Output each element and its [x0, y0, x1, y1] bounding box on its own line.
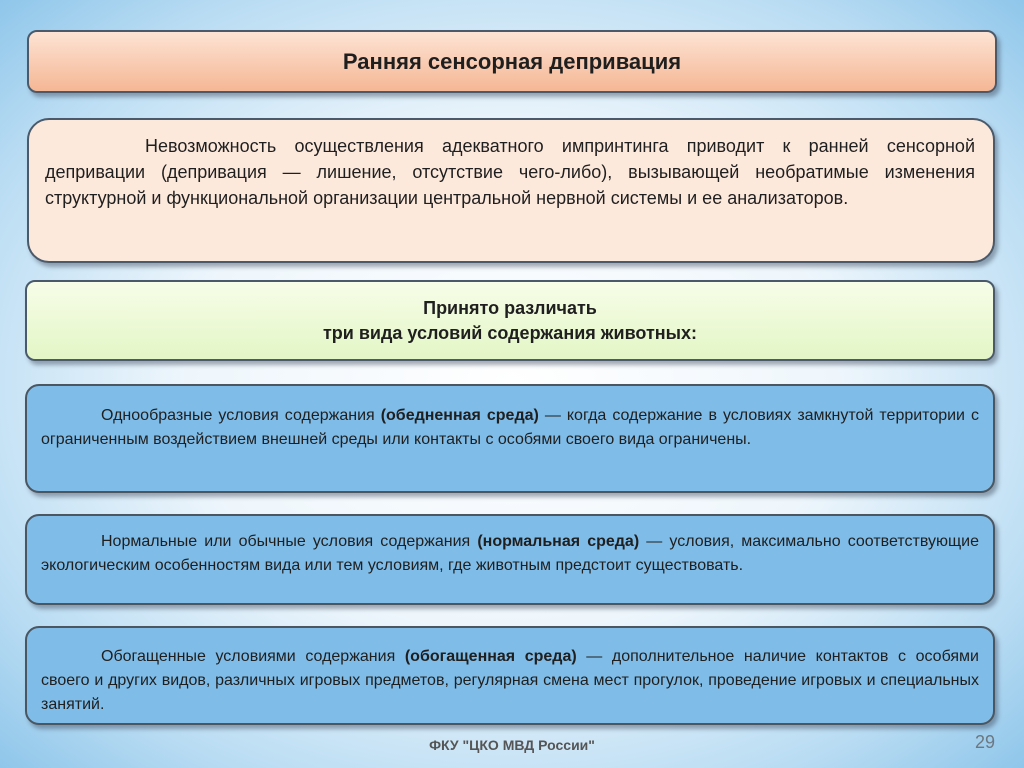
condition-term: (нормальная среда) [477, 533, 640, 550]
intro-text: Невозможность осуществления адекватного импринтинга приводит к ранней сенсорной депривации (депривация — лишение, отсутствие чего-либо), вызывающей необратимые изменения структурной и функциональной организации центральной нервной системы и ее анализаторов. [45, 136, 975, 208]
subtitle-line-1: Принято различать [423, 297, 597, 318]
condition-desc: Однообразные условия содержания [101, 407, 381, 424]
condition-desc: — дополнительное наличие контактов с особями своего и других видов, различных игровых предметов, регулярная смена мест прогулок, проведение игровых и специальных занятий. [41, 648, 979, 713]
intro-box [27, 118, 995, 263]
condition-term: (обогащенная среда) [404, 648, 577, 665]
condition-text [41, 530, 979, 578]
condition-text [41, 645, 979, 717]
subtitle-line-2: три вида условий содержания животных: [322, 322, 698, 343]
slide-title-box [27, 30, 997, 93]
condition-text [41, 404, 979, 452]
condition-box-enriched [25, 626, 995, 725]
condition-desc: — когда содержание в условиях замкнутой территории с ограниченным воздействием внешней среды или контакты с особями своего вида ограничены. [41, 407, 980, 448]
condition-box-normal [25, 514, 995, 605]
condition-desc: — условия, максимально соответствующие экологическим особенностям вида или тем условиям, где животным предстоит существовать. [41, 533, 979, 574]
page-number: 29 [975, 732, 996, 752]
condition-desc: Нормальные или обычные условия содержания [101, 533, 478, 550]
footer-organization: ФКУ "ЦКО МВД России" [429, 737, 595, 753]
slide-title: Ранняя сенсорная депривация [342, 48, 682, 74]
condition-desc: Обогащенные условиями содержания [101, 648, 405, 665]
condition-box-poor [25, 384, 995, 493]
subtitle-box [25, 280, 995, 361]
condition-term: (обедненная среда) [380, 407, 539, 424]
